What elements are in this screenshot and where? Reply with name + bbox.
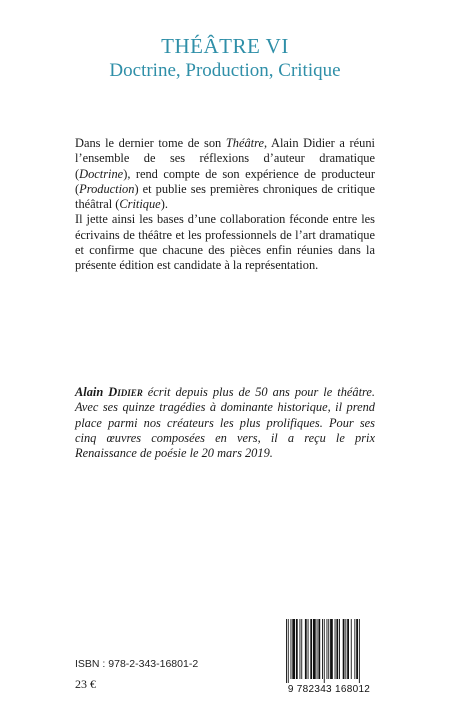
barcode-bar [339,619,340,679]
author-first-name: Alain [75,385,104,399]
author-bio-text: écrit depuis plus de 50 ans pour le théâtre. Avec ses quinze tragédies à dominante historique, il prend place parmi nos créateurs les plus prolifiques. Pour ses cinq œuvres composées en vers, il a reçu le prix Renaissance de poésie le 20 mars 2019. [75,385,375,461]
barcode-bar [313,619,316,679]
book-subtitle: Doctrine, Production, Critique [109,60,341,81]
barcode-bar [354,619,355,679]
barcode-bar [318,619,320,679]
barcode-digits: 9 782343 168012 [287,684,371,695]
isbn-label: ISBN : 978-2-343-16801-2 [75,658,199,670]
barcode-bar [336,619,338,679]
barcode-bar [286,619,287,683]
barcode-bar [330,619,333,679]
barcode-bar [324,619,325,683]
barcode-bar [288,619,289,683]
barcode-bar [328,619,329,679]
barcode-bar [308,619,309,679]
barcode-bar [322,619,323,679]
barcode-bars [283,619,375,683]
barcode-bar [351,619,352,679]
barcode-bar [327,619,328,679]
author-last-name: Didier [108,385,143,399]
barcode-bar [291,619,292,679]
barcode-bar [356,619,358,679]
barcode-bar [310,619,312,679]
summary-paragraph-1: Dans le dernier tome de son Théâtre, Alain Didier a réuni l’ensemble de ses réflexions d’auteur dramatique (Doctrine), rend compte de son expérience de producteur (Production) et publie ses premières chroniques de critique théâtral (Critique). [75,136,375,212]
barcode-bar [347,619,349,679]
barcode-bar [296,619,298,679]
author-bio [75,385,375,461]
barcode-bar [300,619,301,679]
book-summary [75,136,375,274]
barcode [283,619,375,690]
barcode-bar [305,619,307,679]
barcode-bar [301,619,302,679]
summary-paragraph-2: Il jette ainsi les bases d’une collaboration féconde entre les écrivains de théâtre et les professionnels de l’art dramatique et confirme que chacune des pièces enfin réunies dans la présente édition est candidate à la représentation. [75,212,375,273]
barcode-bar [345,619,346,679]
price-label: 23 € [75,677,96,691]
barcode-bar [343,619,345,679]
book-title: THÉÂTRE VI [161,34,289,58]
barcode-bar [317,619,318,679]
barcode-bar [359,619,360,683]
barcode-bar [335,619,336,679]
barcode-bar [292,619,295,679]
